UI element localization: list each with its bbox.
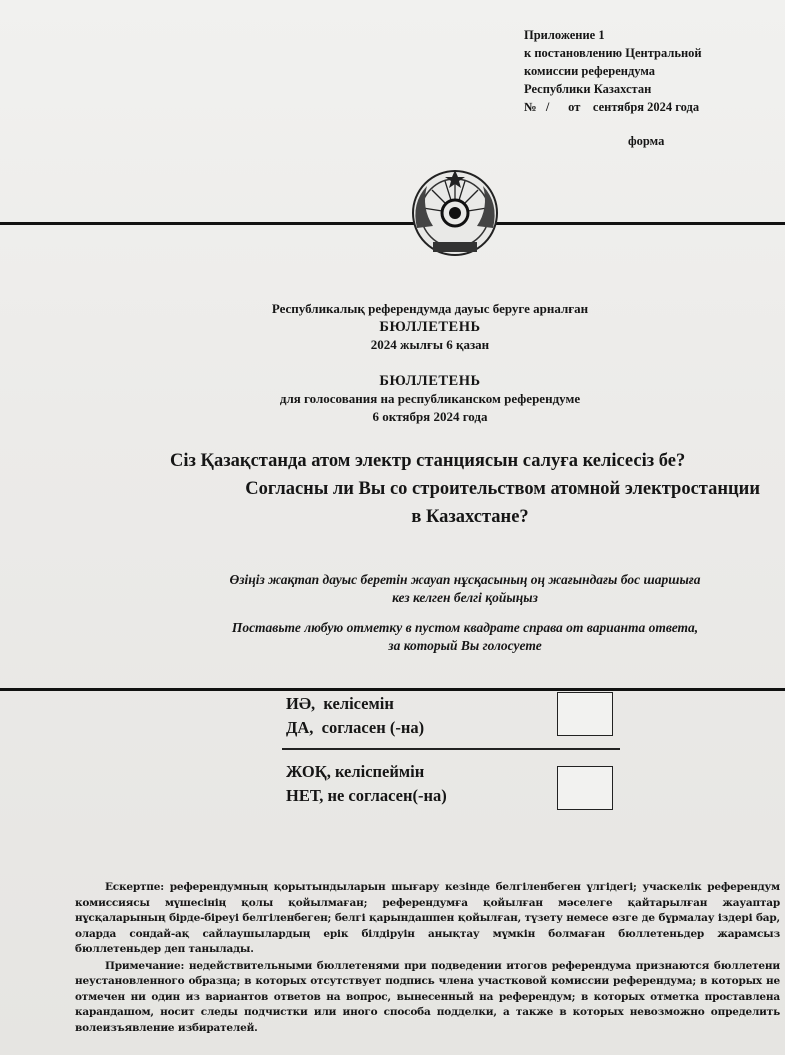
appendix-line: комиссии референдума (524, 64, 656, 78)
no-checkbox[interactable] (557, 766, 613, 810)
appendix-line: Республики Казахстан (524, 82, 652, 96)
options-divider (0, 688, 785, 691)
note-ru (75, 959, 780, 1037)
instruction-ru (160, 619, 770, 655)
note-ru-text: недействительными бюллетенями при подведении итогов референдума признаются бюллетени неустановленного образца; в которых отсутствует подпись члена участковой комиссии референдума; в которых не отмечен ни один из вариантов ответов на вопрос, вынесенный на референдум; в которых отметка проставлена карандашом, носит следы подчистки или иного способа подделки, а также в которых невозможно определить волеизъявление избирателей. (75, 959, 780, 1034)
note-kz-label: Ескертпе: (105, 881, 164, 893)
header-kz-ballot: БЮЛЛЕТЕНЬ (379, 319, 481, 335)
appendix-block (524, 26, 774, 116)
option-yes-kz: ИӘ, келісемін (286, 694, 394, 713)
note-ru-label: Примечание: (105, 959, 185, 972)
option-no (286, 760, 447, 808)
notes-block (75, 880, 780, 1037)
form-label: форма (628, 134, 665, 148)
header-ru-date: 6 октября 2024 года (372, 409, 488, 424)
header-ru (150, 372, 710, 426)
instruction-kz-line1: Өзіңіз жақтап дауыс беретін жауап нұсқасының оң жағындағы бос шаршыға (229, 572, 701, 587)
option-yes-ru: ДА, согласен (-на) (286, 718, 425, 737)
kazakhstan-state-emblem-icon (405, 168, 505, 260)
header-ru-line2: для голосования на республиканском референдуме (279, 391, 581, 406)
option-separator (282, 748, 620, 750)
appendix-line: к постановлению Центральной (524, 46, 702, 60)
appendix-line: № / от сентября 2024 года (524, 100, 700, 114)
option-yes (286, 692, 424, 740)
header-ru-ballot: БЮЛЛЕТЕНЬ (379, 373, 481, 389)
instruction-ru-line1: Поставьте любую отметку в пустом квадрате справа от варианта ответа, (231, 620, 699, 635)
top-divider (0, 222, 785, 225)
instruction-kz-line2: кез келген белгі қойыңыз (392, 590, 538, 605)
question-ru-line2: в Казахстане? (411, 507, 529, 527)
appendix-line: Приложение 1 (524, 28, 605, 42)
question-kz: Сіз Қазақстанда атом электр станциясын салуға келісесіз бе? (170, 451, 686, 471)
note-kz-text: референдумның қорытындыларын шығару кезінде белгіленбеген үлгідегі; учаскелік референдум комиссиясы мүшесінің қолы қойылмаған; референдумға қойылған мәселеге қайтарылған жауаптар нұсқаларының бірде-біреуі белгіленбеген; белгі қарындашпен қойылған, түзету немесе өзге де бұрмалау іздері бар, оларда сондай-ақ сайлаушылардың ерік білдіруін анықтау мүмкін болмаған бюллетеньдер жарамсыз бюллетеньдер деп танылады. (75, 881, 780, 955)
header-kz (150, 300, 710, 354)
option-no-ru: НЕТ, не согласен(-на) (286, 786, 447, 805)
header-kz-date: 2024 жылғы 6 қазан (370, 337, 490, 352)
question-ru-line1: Согласны ли Вы со строительством атомной электростанции (245, 479, 760, 499)
instruction-ru-line2: за который Вы голосуете (388, 638, 542, 653)
option-no-kz: ЖОҚ, келіспеймін (286, 762, 425, 781)
instruction-kz (160, 571, 770, 607)
note-kz (75, 880, 780, 958)
yes-checkbox[interactable] (557, 692, 613, 736)
header-kz-line1: Республикалық референдумда дауыс беруге арналған (271, 301, 589, 316)
